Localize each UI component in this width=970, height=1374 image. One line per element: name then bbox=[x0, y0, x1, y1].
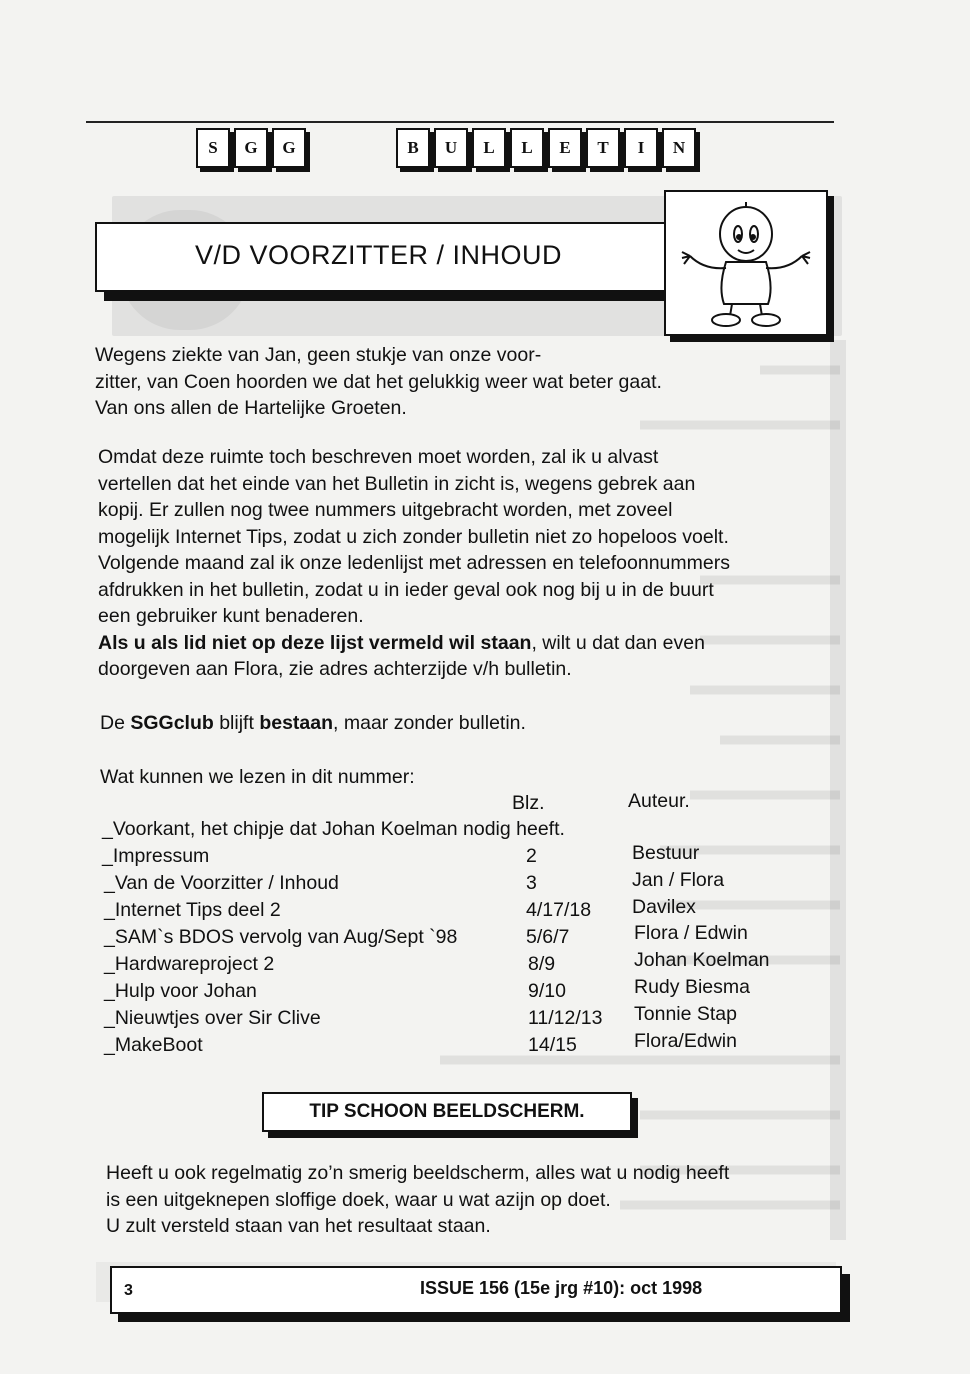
toc-page: 9/10 bbox=[528, 980, 566, 1002]
masthead-letter: G bbox=[234, 128, 268, 168]
text-line: Volgende maand zal ik onze ledenlijst met adressen en telefoonnummers bbox=[98, 552, 730, 574]
toc-title: _Van de Voorzitter / Inhoud bbox=[104, 872, 339, 894]
intro-paragraph bbox=[95, 342, 662, 422]
tip-title: TIP SCHOON BEELDSCHERM. bbox=[309, 1101, 585, 1122]
toc-author: Davilex bbox=[632, 896, 696, 918]
masthead-letter: E bbox=[548, 128, 582, 168]
toc-title: _Hardwareproject 2 bbox=[104, 953, 275, 975]
masthead-letter: L bbox=[472, 128, 506, 168]
club-rest: , maar zonder bulletin. bbox=[333, 712, 526, 734]
text-line: zitter, van Coen hoorden we dat het gelukkig weer wat beter gaat. bbox=[95, 370, 662, 393]
toc-column-page: Blz. bbox=[512, 792, 545, 814]
toc-author: Tonnie Stap bbox=[634, 1003, 737, 1025]
toc-title: _Nieuwtjes over Sir Clive bbox=[104, 1007, 321, 1029]
mascot-illustration bbox=[664, 190, 828, 336]
toc-author: Jan / Flora bbox=[632, 869, 725, 891]
club-statement bbox=[100, 710, 526, 737]
top-rule bbox=[86, 121, 834, 123]
toc-page: 3 bbox=[526, 872, 537, 894]
masthead-letter: L bbox=[510, 128, 544, 168]
club-middle: blijft bbox=[213, 712, 260, 734]
mascot-character-icon bbox=[666, 192, 826, 334]
text-line: kopij. Er zullen nog twee nummers uitgebracht worden, met zoveel bbox=[98, 499, 673, 521]
notice-rest: , wilt u dat dan even bbox=[531, 631, 705, 654]
toc-author: Johan Koelman bbox=[634, 949, 770, 971]
toc-title: _Internet Tips deel 2 bbox=[104, 899, 281, 921]
masthead-bulletin bbox=[396, 128, 696, 172]
toc-author: Rudy Biesma bbox=[634, 976, 750, 998]
masthead-letter: T bbox=[586, 128, 620, 168]
body-paragraph bbox=[98, 444, 730, 683]
masthead-letter: N bbox=[662, 128, 696, 168]
text-line: afdrukken in het bulletin, zodat u in ieder geval ook nog bij u in de buurt bbox=[98, 578, 714, 601]
page-number: 3 bbox=[124, 1282, 133, 1299]
toc-column-author: Auteur. bbox=[628, 790, 690, 812]
text-line: Omdat deze ruimte toch beschreven moet worden, zal ik u alvast bbox=[98, 446, 659, 468]
text-line: Van ons allen de Hartelijke Groeten. bbox=[95, 397, 407, 419]
toc-page: 14/15 bbox=[528, 1034, 577, 1056]
text-line: een gebruiker kunt benaderen. bbox=[98, 605, 364, 627]
toc-title: _Hulp voor Johan bbox=[104, 980, 257, 1002]
text-line: is een uitgeknepen sloffige doek, waar u wat azijn op doet. bbox=[106, 1188, 611, 1211]
footer-box bbox=[110, 1266, 842, 1314]
toc-page: 8/9 bbox=[528, 953, 556, 975]
club-bold-word: bestaan bbox=[259, 712, 334, 734]
issue-label: ISSUE 156 (15e jrg #10): oct 1998 bbox=[420, 1278, 703, 1298]
masthead-letter: I bbox=[624, 128, 658, 168]
club-name: SGGclub bbox=[130, 712, 214, 734]
toc-title: _SAM`s BDOS vervolg van Aug/Sept `98 bbox=[104, 926, 458, 948]
toc-author: Flora / Edwin bbox=[634, 922, 748, 944]
text-line: vertellen dat het einde van het Bulletin in zicht is, wegens gebrek aan bbox=[98, 472, 696, 495]
toc-page: 11/12/13 bbox=[528, 1007, 603, 1029]
toc-title: _MakeBoot bbox=[104, 1034, 203, 1056]
text-line bbox=[98, 630, 730, 657]
masthead-letter: U bbox=[434, 128, 468, 168]
text-line: U zult versteld staan van het resultaat staan. bbox=[106, 1215, 491, 1237]
toc-page: 4/17/18 bbox=[526, 899, 592, 921]
masthead-letter: S bbox=[196, 128, 230, 168]
toc-intro: Wat kunnen we lezen in dit nummer: bbox=[100, 766, 415, 788]
section-header-box bbox=[95, 222, 669, 292]
text-line: mogelijk Internet Tips, zodat u zich zonder bulletin niet zo hopeloos voelt. bbox=[98, 525, 729, 548]
toc-title: _Voorkant, het chipje dat Johan Koelman nodig heeft. bbox=[102, 818, 565, 840]
bold-notice: Als u als lid niet op deze lijst vermeld wil staan bbox=[98, 631, 532, 654]
toc-author: Flora/Edwin bbox=[634, 1030, 737, 1052]
tip-paragraph bbox=[106, 1160, 729, 1240]
text-line: Wegens ziekte van Jan, geen stukje van onze voor- bbox=[95, 344, 542, 366]
toc-author: Bestuur bbox=[632, 842, 700, 864]
text-line: doorgeven aan Flora, zie adres achterzijde v/h bulletin. bbox=[98, 658, 572, 680]
masthead-letter: G bbox=[272, 128, 306, 168]
toc-page: 5/6/7 bbox=[526, 926, 570, 948]
masthead-sgg bbox=[196, 128, 306, 172]
toc-title: _Impressum bbox=[102, 845, 210, 867]
text-line: Heeft u ook regelmatig zo’n smerig beeldscherm, alles wat u nodig heeft bbox=[106, 1162, 730, 1184]
toc-page: 2 bbox=[526, 845, 537, 867]
masthead-letter: B bbox=[396, 128, 430, 168]
club-prefix: De bbox=[100, 712, 131, 734]
tip-title-box bbox=[262, 1092, 632, 1132]
section-title: V/D VOORZITTER / INHOUD bbox=[195, 240, 563, 270]
